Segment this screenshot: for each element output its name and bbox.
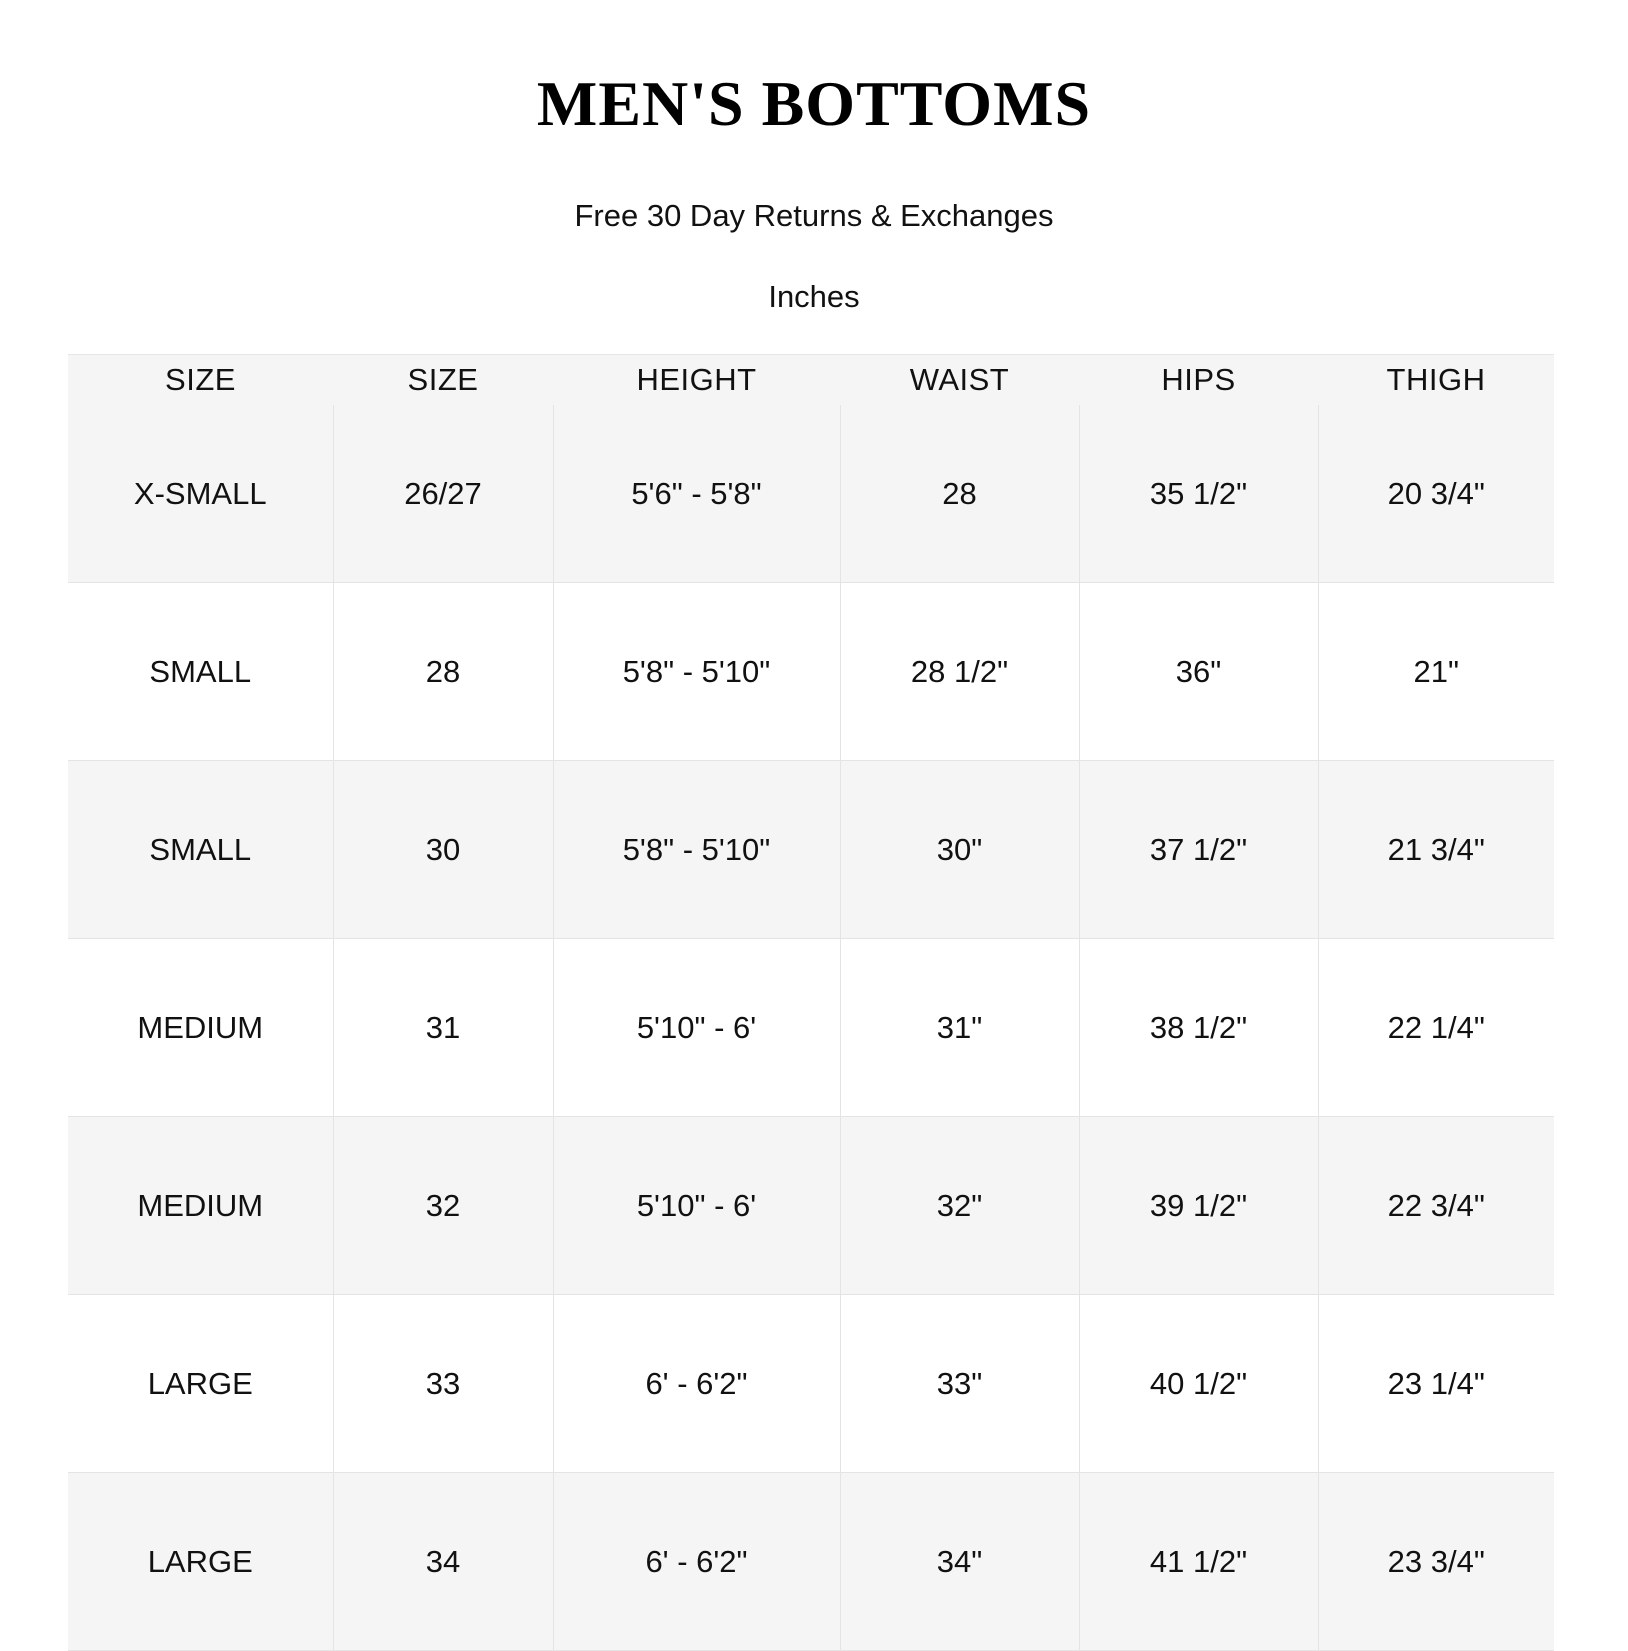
- cell-waist: 30": [840, 761, 1079, 939]
- cell-size-label: X-SMALL: [68, 405, 333, 583]
- cell-hips: 40 1/2": [1079, 1295, 1318, 1473]
- cell-size-number: 32: [333, 1117, 553, 1295]
- cell-height: 6' - 6'2": [553, 1295, 840, 1473]
- header-height: HEIGHT: [553, 355, 840, 406]
- cell-hips: 41 1/2": [1079, 1473, 1318, 1651]
- cell-hips: 37 1/2": [1079, 761, 1318, 939]
- cell-size-label: LARGE: [68, 1295, 333, 1473]
- cell-hips: 39 1/2": [1079, 1117, 1318, 1295]
- cell-hips: 36": [1079, 583, 1318, 761]
- cell-waist: 34": [840, 1473, 1079, 1651]
- table-row: [68, 1473, 1554, 1651]
- returns-note: Free 30 Day Returns & Exchanges: [574, 198, 1054, 233]
- units-label: Inches: [768, 279, 860, 314]
- cell-size-number: 26/27: [333, 405, 553, 583]
- cell-height: 5'10" - 6': [553, 939, 840, 1117]
- cell-size-number: 30: [333, 761, 553, 939]
- cell-height: 5'6" - 5'8": [553, 405, 840, 583]
- size-chart-table: [68, 354, 1554, 1651]
- page-title: MEN'S BOTTOMS: [536, 68, 1092, 139]
- header-size-label: SIZE: [68, 355, 333, 406]
- table-header-row: [68, 355, 1554, 406]
- cell-size-label: SMALL: [68, 583, 333, 761]
- header-waist: WAIST: [840, 355, 1079, 406]
- cell-waist: 33": [840, 1295, 1079, 1473]
- table-row: [68, 1117, 1554, 1295]
- cell-size-number: 33: [333, 1295, 553, 1473]
- table-row: [68, 939, 1554, 1117]
- cell-height: 5'8" - 5'10": [553, 583, 840, 761]
- table-row: [68, 583, 1554, 761]
- cell-thigh: 22 1/4": [1318, 939, 1554, 1117]
- cell-size-number: 34: [333, 1473, 553, 1651]
- table-row: [68, 1295, 1554, 1473]
- cell-thigh: 20 3/4": [1318, 405, 1554, 583]
- cell-height: 5'10" - 6': [553, 1117, 840, 1295]
- header-thigh: THIGH: [1318, 355, 1554, 406]
- cell-thigh: 21": [1318, 583, 1554, 761]
- table-row: [68, 761, 1554, 939]
- cell-thigh: 22 3/4": [1318, 1117, 1554, 1295]
- cell-thigh: 23 3/4": [1318, 1473, 1554, 1651]
- table-row: [68, 405, 1554, 583]
- cell-waist: 28: [840, 405, 1079, 583]
- cell-waist: 32": [840, 1117, 1079, 1295]
- cell-size-number: 31: [333, 939, 553, 1117]
- cell-height: 6' - 6'2": [553, 1473, 840, 1651]
- cell-hips: 35 1/2": [1079, 405, 1318, 583]
- header-size-number: SIZE: [333, 355, 553, 406]
- cell-thigh: 21 3/4": [1318, 761, 1554, 939]
- cell-size-number: 28: [333, 583, 553, 761]
- cell-size-label: MEDIUM: [68, 939, 333, 1117]
- cell-waist: 31": [840, 939, 1079, 1117]
- header-hips: HIPS: [1079, 355, 1318, 406]
- cell-size-label: LARGE: [68, 1473, 333, 1651]
- cell-size-label: SMALL: [68, 761, 333, 939]
- cell-waist: 28 1/2": [840, 583, 1079, 761]
- cell-height: 5'8" - 5'10": [553, 761, 840, 939]
- cell-size-label: MEDIUM: [68, 1117, 333, 1295]
- cell-hips: 38 1/2": [1079, 939, 1318, 1117]
- cell-thigh: 23 1/4": [1318, 1295, 1554, 1473]
